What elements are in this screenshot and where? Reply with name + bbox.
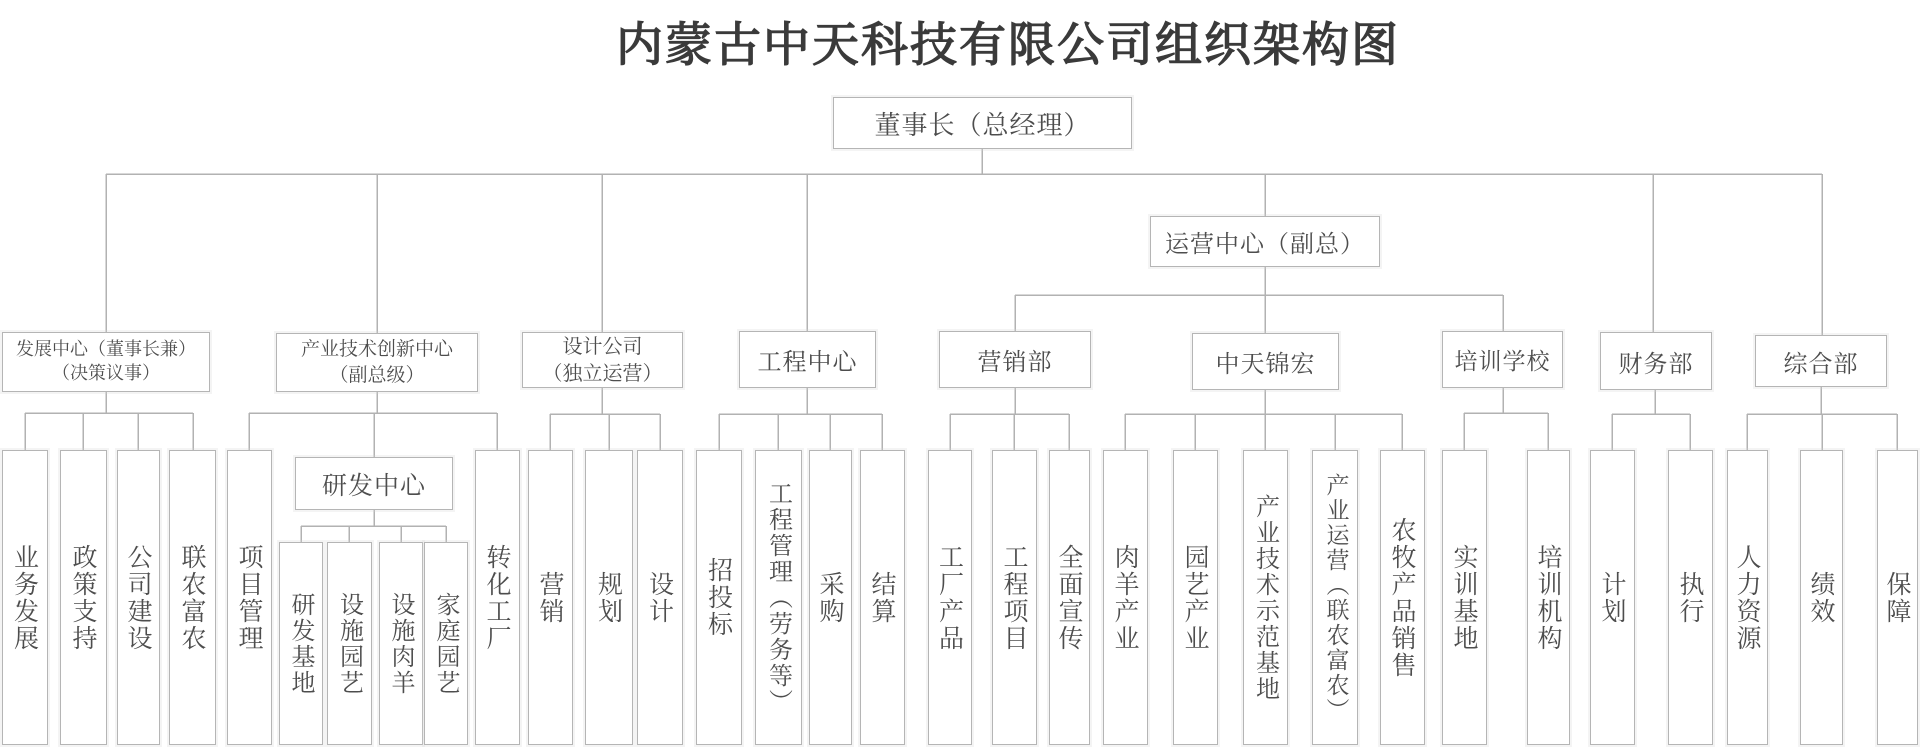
connector-rnd-center — [301, 510, 446, 542]
leaf-project-management — [227, 450, 272, 745]
leaf-policy-support — [60, 450, 107, 745]
leaf-marketing — [528, 450, 573, 745]
node-design-company — [522, 332, 683, 388]
leaf-label: 项目管理 — [235, 543, 264, 652]
connector-design — [550, 388, 660, 450]
leaf-company-construction — [117, 450, 160, 745]
leaf-plan — [1590, 450, 1635, 745]
leaf-home-horticulture — [424, 542, 468, 745]
leaf-engineering-management — [755, 450, 802, 745]
leaf-label: 工程管理（劳务等） — [764, 480, 793, 715]
node-finance-dept: 财务部 — [1600, 332, 1712, 390]
leaf-settlement — [860, 450, 905, 745]
leaf-facility-mutton-sheep — [379, 542, 423, 745]
leaf-factory-products — [928, 450, 972, 745]
connector-operations — [1015, 267, 1503, 333]
leaf-label: 农牧产品销售 — [1388, 516, 1417, 679]
connector-finance — [1612, 390, 1690, 450]
leaf-engineering-projects — [992, 450, 1037, 745]
chart-title: 内蒙古中天科技有限公司组织架构图 — [616, 18, 1400, 73]
leaf-label: 转化工厂 — [483, 543, 512, 652]
connector-ztjh — [1125, 390, 1402, 450]
leaf-bidding — [696, 450, 742, 745]
leaf-label: 工厂产品 — [935, 543, 965, 652]
node-training-school: 培训学校 — [1442, 331, 1563, 388]
leaf-label: 业务发展 — [10, 543, 40, 652]
leaf-label: 研发基地 — [287, 591, 315, 696]
leaf-label: 政策支持 — [69, 543, 98, 652]
leaf-procurement — [809, 450, 852, 745]
connector-engineering — [719, 388, 882, 450]
leaf-label: 营销 — [536, 570, 565, 625]
node-general-dept: 综合部 — [1755, 335, 1887, 387]
leaf-horticulture-industry — [1173, 450, 1218, 745]
connector-general — [1747, 387, 1897, 450]
leaf-label: 执行 — [1676, 570, 1705, 625]
leaf-label: 设施肉羊 — [387, 591, 415, 696]
leaf-label: 全面宣传 — [1055, 543, 1084, 652]
node-development-center-line1: 发展中心（董事长兼） — [16, 338, 196, 360]
node-development-center-line2: （决策议事） — [52, 363, 160, 384]
leaf-execution — [1668, 450, 1713, 745]
node-design-company-line2: （独立运营） — [542, 361, 663, 385]
leaf-industry-tech-demo-base — [1243, 450, 1288, 745]
leaf-label: 采购 — [816, 570, 845, 625]
leaf-mutton-sheep-industry — [1103, 450, 1148, 745]
node-zhongtian-jinhong: 中天锦宏 — [1192, 333, 1339, 390]
leaf-design — [637, 450, 683, 745]
leaf-lianong-funong — [169, 450, 216, 745]
leaf-business-development — [2, 450, 48, 745]
leaf-label: 园艺产业 — [1181, 543, 1210, 652]
leaf-support — [1877, 450, 1918, 745]
leaf-facility-horticulture — [327, 542, 372, 745]
connector-marketing — [950, 388, 1069, 450]
node-operations-center: 运营中心（副总） — [1150, 216, 1380, 267]
leaf-label: 设计 — [645, 570, 675, 625]
leaf-practical-training-base — [1442, 450, 1487, 745]
connector-innovation — [249, 392, 497, 457]
leaf-label: 招投标 — [704, 557, 734, 638]
leaf-label: 计划 — [1598, 570, 1627, 625]
leaf-performance — [1800, 450, 1843, 745]
leaf-training-institution — [1527, 450, 1570, 745]
node-design-company-line1: 设计公司 — [562, 334, 643, 358]
node-chairman: 董事长（总经理） — [833, 97, 1132, 149]
leaf-label: 设施园艺 — [335, 591, 364, 696]
leaf-industry-operation — [1312, 450, 1358, 745]
leaf-agri-product-sales — [1380, 450, 1425, 745]
leaf-label: 肉羊产业 — [1111, 543, 1140, 652]
leaf-label: 培训机构 — [1534, 543, 1563, 652]
leaf-label: 人力资源 — [1733, 543, 1762, 652]
leaf-label: 规划 — [594, 570, 624, 625]
connector-school — [1464, 388, 1548, 450]
leaf-label: 公司建设 — [124, 543, 153, 652]
connector-top-rail — [106, 149, 1822, 335]
leaf-label: 工程项目 — [1000, 543, 1029, 652]
leaf-label: 产业技术示范基地 — [1251, 493, 1280, 702]
node-innovation-center — [276, 333, 478, 392]
leaf-label: 保障 — [1883, 570, 1912, 625]
leaf-rnd-base — [279, 542, 323, 745]
leaf-overall-publicity — [1049, 450, 1090, 745]
node-development-center — [2, 332, 210, 392]
leaf-label: 家庭园艺 — [432, 591, 460, 696]
leaf-label: 结算 — [868, 570, 897, 625]
node-marketing-dept: 营销部 — [939, 331, 1091, 388]
connector-development — [25, 392, 193, 450]
leaf-label: 联农富农 — [178, 543, 207, 652]
leaf-label: 产业运营（联农富农） — [1322, 472, 1349, 723]
node-innovation-center-line2: （副总级） — [329, 363, 425, 386]
node-engineering-center: 工程中心 — [739, 331, 876, 388]
leaf-planning — [585, 450, 633, 745]
node-rnd-center: 研发中心 — [295, 457, 453, 510]
node-innovation-center-line1: 产业技术创新中心 — [300, 337, 453, 360]
leaf-label: 绩效 — [1807, 570, 1836, 625]
leaf-label: 实训基地 — [1450, 543, 1479, 652]
leaf-human-resources — [1727, 450, 1768, 745]
leaf-conversion-factory — [475, 450, 520, 745]
